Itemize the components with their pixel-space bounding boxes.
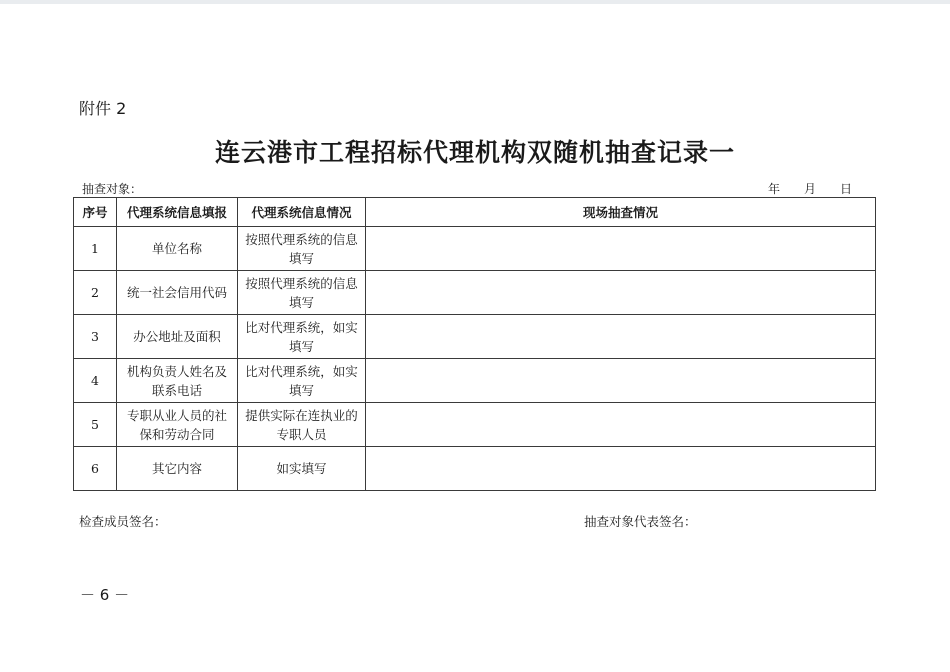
date-day: 日 [840, 182, 853, 196]
row-item: 单位名称 [117, 227, 238, 271]
row-onsite-cell[interactable] [366, 359, 876, 403]
header-status: 代理系统信息情况 [238, 198, 366, 227]
table-row [74, 271, 876, 315]
row-serial: 1 [74, 227, 117, 271]
table-row [74, 359, 876, 403]
table-row [74, 227, 876, 271]
header-serial: 序号 [74, 198, 117, 227]
representative-signature-label: 抽查对象代表签名： [584, 514, 697, 529]
document-title: 连云港市工程招标代理机构双随机抽查记录一 [214, 138, 735, 167]
row-item: 机构负责人姓名及联系电话 [117, 359, 238, 403]
row-onsite-cell[interactable] [366, 315, 876, 359]
row-serial: 6 [74, 447, 117, 491]
row-item: 统一社会信用代码 [117, 271, 238, 315]
row-status: 按照代理系统的信息填写 [238, 227, 366, 271]
subject-label: 抽查对象： [82, 182, 143, 196]
table-row [74, 315, 876, 359]
row-item: 办公地址及面积 [117, 315, 238, 359]
row-serial: 2 [74, 271, 117, 315]
attachment-label: 附件 2 [79, 99, 127, 118]
row-onsite-cell[interactable] [366, 227, 876, 271]
row-serial: 3 [74, 315, 117, 359]
row-serial: 5 [74, 403, 117, 447]
row-status: 按照代理系统的信息填写 [238, 271, 366, 315]
row-item: 其它内容 [117, 447, 238, 491]
date-month: 月 [804, 182, 817, 196]
table-header-row [74, 198, 876, 227]
row-status: 提供实际在连执业的专职人员 [238, 403, 366, 447]
top-border [0, 0, 950, 4]
page-number: － 6 － [80, 586, 130, 604]
row-onsite-cell[interactable] [366, 447, 876, 491]
row-item: 专职从业人员的社保和劳动合同 [117, 403, 238, 447]
row-status: 比对代理系统，如实填写 [238, 359, 366, 403]
row-status: 比对代理系统，如实填写 [238, 315, 366, 359]
header-item: 代理系统信息填报 [117, 198, 238, 227]
date-field [768, 180, 852, 197]
inspection-record-table [73, 197, 876, 491]
inspector-signature-label: 检查成员签名： [79, 514, 167, 529]
row-serial: 4 [74, 359, 117, 403]
header-onsite: 现场抽查情况 [366, 198, 876, 227]
table-row [74, 403, 876, 447]
row-status: 如实填写 [238, 447, 366, 491]
table-row [74, 447, 876, 491]
date-year: 年 [768, 182, 781, 196]
row-onsite-cell[interactable] [366, 403, 876, 447]
row-onsite-cell[interactable] [366, 271, 876, 315]
